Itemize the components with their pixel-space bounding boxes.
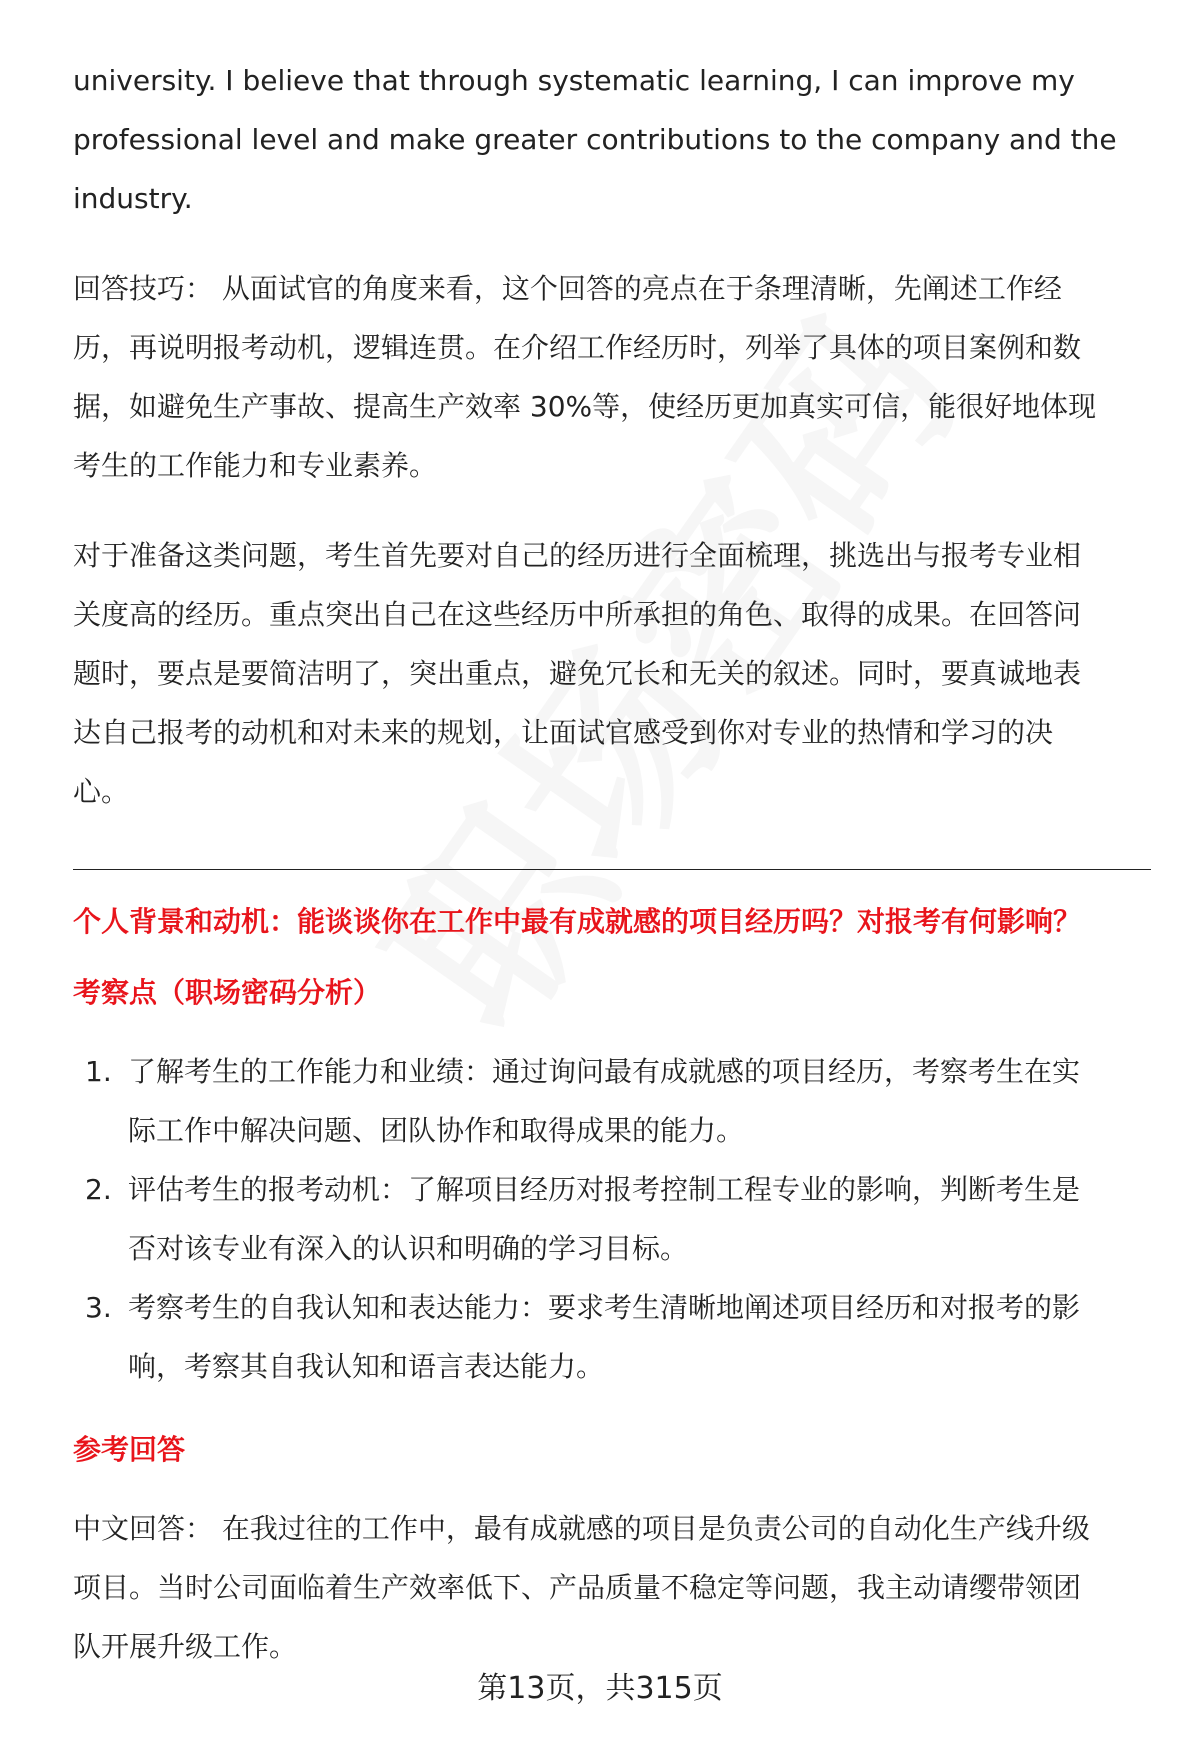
text-line: 响，考察其自我认知和语言表达能力。 <box>128 1350 605 1383</box>
text-line: 了解考生的工作能力和业绩：通过询问最有成就感的项目经历，考察考生在实 <box>128 1055 1081 1088</box>
text-line: 否对该专业有深入的认识和明确的学习目标。 <box>128 1232 689 1265</box>
preparation-paragraph <box>73 526 1163 821</box>
text-line: industry. <box>73 182 193 215</box>
intro-english-paragraph <box>73 51 1163 228</box>
answer-tips-paragraph <box>73 259 1163 495</box>
text-line: 题时，要点是要简洁明了，突出重点，避免冗长和无关的叙述。同时，要真诚地表 <box>73 657 1082 690</box>
text-line: university. I believe that through systematic learning, I can improve my <box>73 64 1075 97</box>
section-divider <box>73 869 1151 870</box>
text-line: 考察考生的自我认知和表达能力：要求考生清晰地阐述项目经历和对报考的影 <box>128 1291 1081 1324</box>
text-line: 关度高的经历。重点突出自己在这些经历中所承担的角色、取得的成果。在回答问 <box>73 598 1082 631</box>
text-line: 考生的工作能力和专业素养。 <box>73 449 438 482</box>
question-title: 个人背景和动机：能谈谈你在工作中最有成就感的项目经历吗？对报考有何影响？ <box>73 905 1082 938</box>
page-number: 第13页，共315页 <box>477 1671 723 1706</box>
text-line: 据，如避免生产事故、提高生产效率 30%等，使经历更加真实可信，能很好地体现 <box>73 390 1097 423</box>
question-heading <box>73 892 1163 951</box>
list-item <box>73 1042 1163 1160</box>
list-item <box>73 1278 1163 1396</box>
text-line: 达自己报考的动机和对未来的规划，让面试官感受到你对专业的热情和学习的决 <box>73 716 1054 749</box>
list-number: 3. <box>85 1291 112 1324</box>
text-line: 心。 <box>73 775 130 808</box>
text-line: 对于准备这类问题，考生首先要对自己的经历进行全面梳理，挑选出与报考专业相 <box>73 539 1082 572</box>
answer-heading <box>73 1420 1163 1479</box>
analysis-heading <box>73 963 1163 1022</box>
list-item <box>73 1160 1163 1278</box>
list-number: 2. <box>85 1173 112 1206</box>
text-line: 项目。当时公司面临着生产效率低下、产品质量不稳定等问题，我主动请缨带领团 <box>73 1571 1082 1604</box>
text-line: 中文回答： 在我过往的工作中，最有成就感的项目是负责公司的自动化生产线升级 <box>73 1512 1090 1545</box>
list-number: 1. <box>85 1055 112 1088</box>
text-line: 回答技巧： 从面试官的角度来看，这个回答的亮点在于条理清晰，先阐述工作经 <box>73 272 1062 305</box>
text-line: 评估考生的报考动机：了解项目经历对报考控制工程专业的影响，判断考生是 <box>128 1173 1081 1206</box>
text-line: professional level and make greater contributions to the company and the <box>73 123 1117 156</box>
text-line: 历，再说明报考动机，逻辑连贯。在介绍工作经历时，列举了具体的项目案例和数 <box>73 331 1082 364</box>
text-line: 队开展升级工作。 <box>73 1630 298 1663</box>
chinese-answer-paragraph <box>73 1499 1163 1676</box>
text-line: 际工作中解决问题、团队协作和取得成果的能力。 <box>128 1114 745 1147</box>
answer-title: 参考回答 <box>73 1433 186 1466</box>
analysis-title: 考察点（职场密码分析） <box>73 976 382 1009</box>
analysis-list <box>73 1042 1163 1396</box>
